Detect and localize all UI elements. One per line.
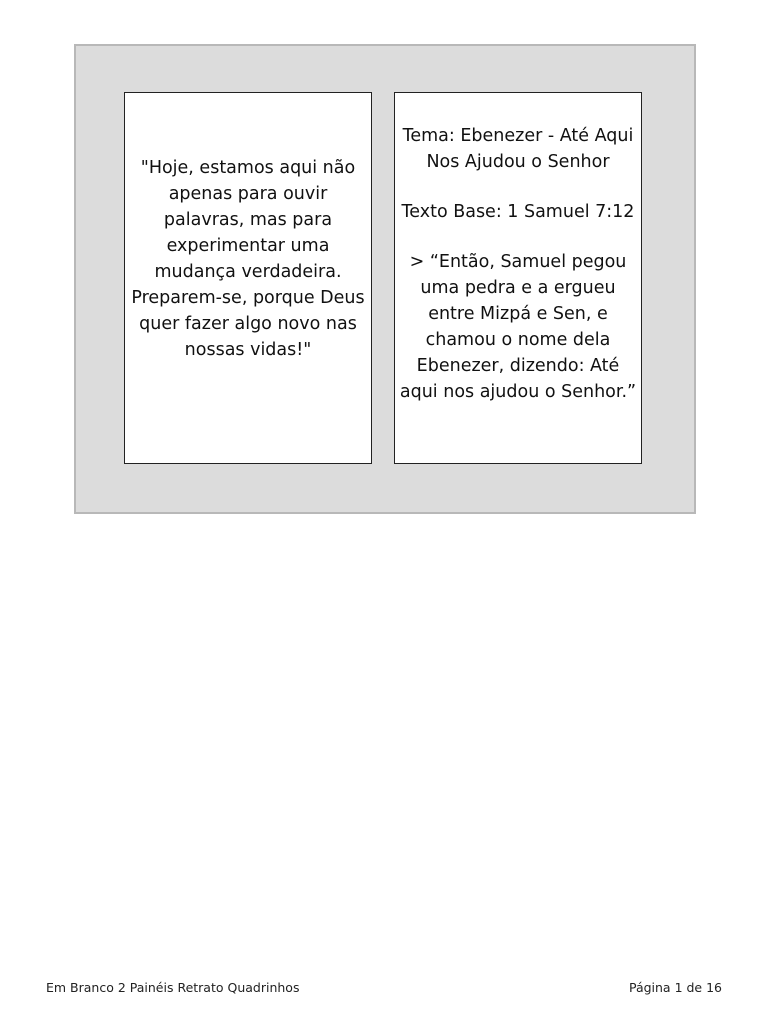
panel-right-theme: Tema: Ebenezer - Até Aqui Nos Ajudou o Senhor xyxy=(402,126,634,172)
comic-page-frame xyxy=(74,44,696,514)
comic-panel-right xyxy=(394,92,642,464)
panel-left-text: "Hoje, estamos aqui não apenas para ouvir palavras, mas para experimentar uma mudança verdadeira. Preparem-se, porque Deus quer fazer algo novo nas nossas vidas!" xyxy=(131,158,365,360)
panel-right-base-text: Texto Base: 1 Samuel 7:12 xyxy=(401,202,635,222)
comic-panel-left xyxy=(124,92,372,464)
footer-document-title: Em Branco 2 Painéis Retrato Quadrinhos xyxy=(46,980,300,995)
panel-right-quote: > “Então, Samuel pegou uma pedra e a ergueu entre Mizpá e Sen, e chamou o nome dela Ebenezer, dizendo: Até aqui nos ajudou o Senhor.” xyxy=(399,252,637,402)
footer-page-number: Página 1 de 16 xyxy=(628,980,722,995)
